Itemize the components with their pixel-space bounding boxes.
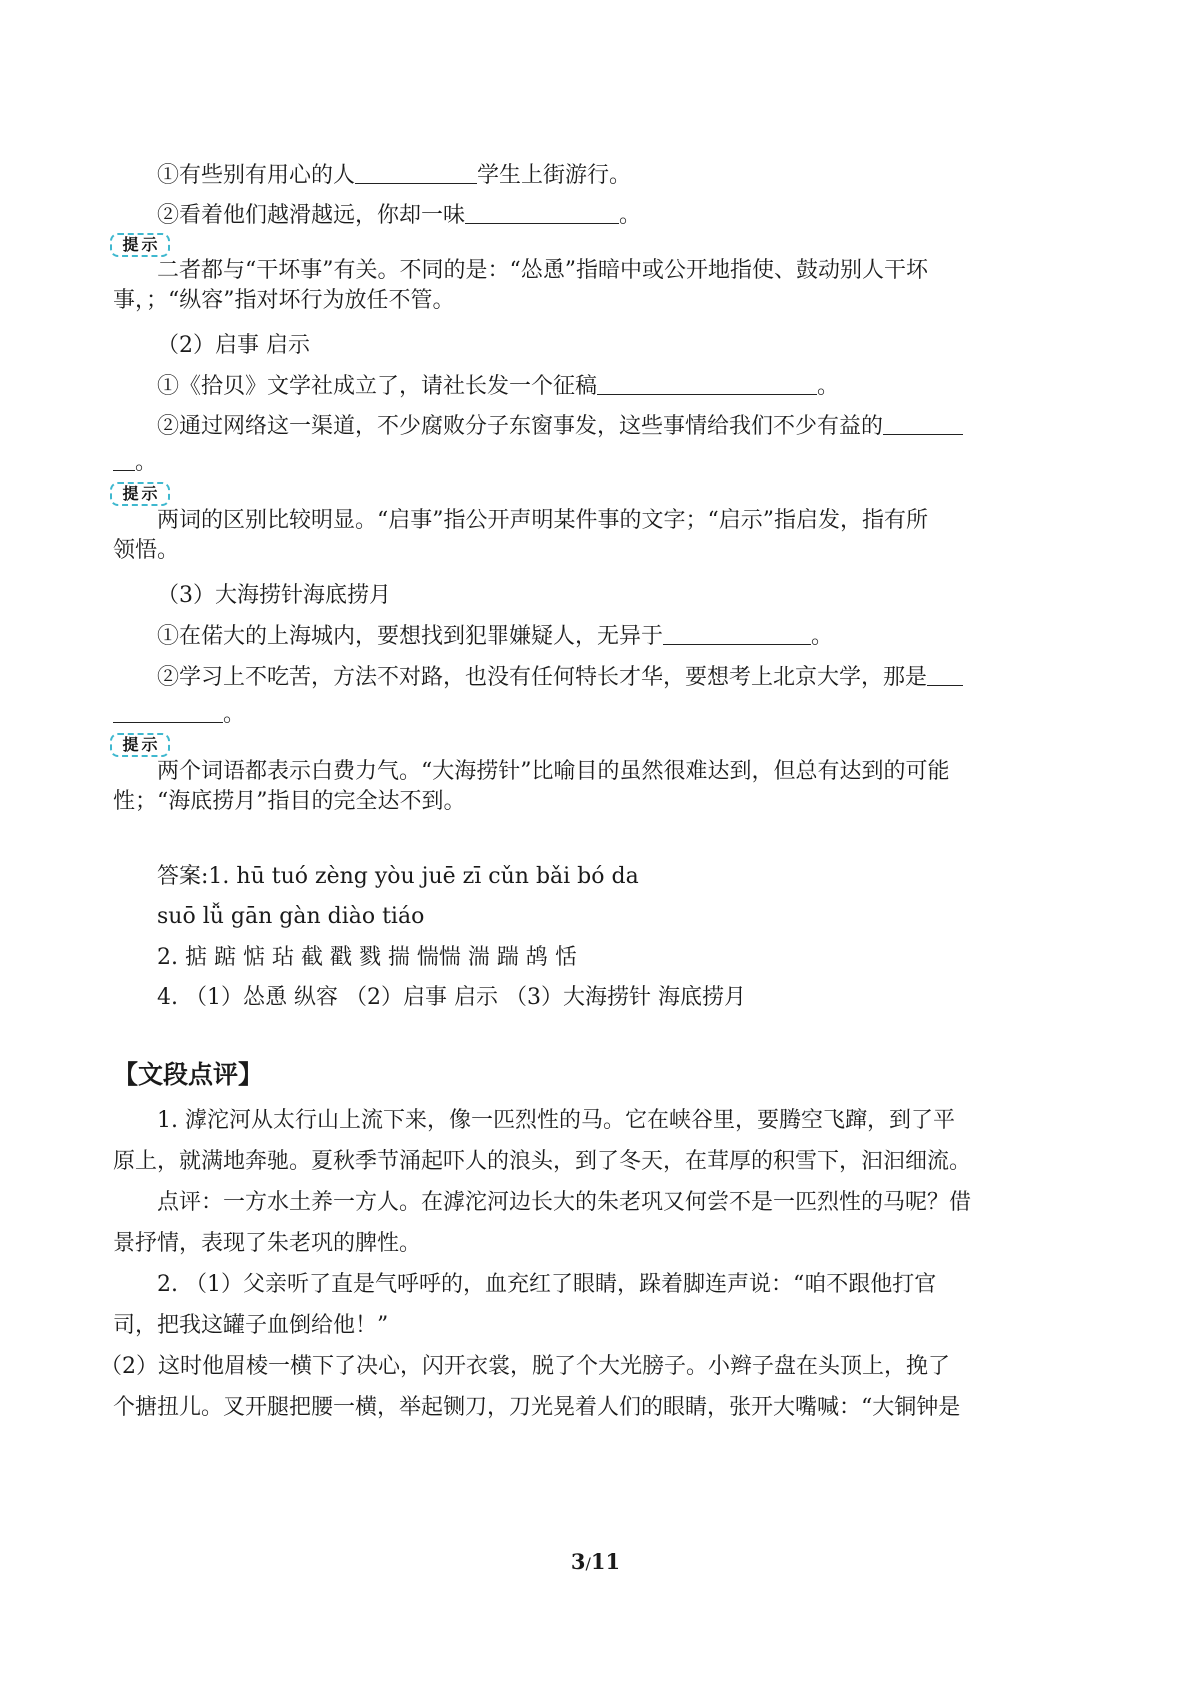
q2-s1-pre: ①《拾贝》文学社成立了，请社长发一个征稿 bbox=[157, 374, 598, 399]
q3-sentence-2 bbox=[157, 662, 1048, 694]
answer-blank[interactable] bbox=[465, 201, 619, 224]
q1-sentence-1 bbox=[157, 160, 1048, 192]
answer-blank[interactable] bbox=[883, 412, 963, 435]
page-total: 11 bbox=[590, 1549, 621, 1574]
section-title: 【文段点评】 bbox=[113, 1060, 264, 1089]
page-current: 3 bbox=[570, 1549, 586, 1574]
q3-sentence-1 bbox=[157, 621, 1048, 653]
answers-line-1: 答案:1. hū tuó zèng yòu juē zī cǔn bǎi bó da bbox=[157, 864, 639, 889]
q1-s1-post: 学生上街游行。 bbox=[477, 163, 632, 188]
review-p1-line-1: 1. 滹沱河从太行山上流下来，像一匹烈性的马。它在峡谷里，要腾空飞蹿，到了平 bbox=[157, 1108, 955, 1133]
q1-s2-post: 。 bbox=[619, 203, 642, 228]
review-p4-line-2: 个搪扭儿。叉开腿把腰一横，举起铡刀，刀光晃着人们的眼睛，张开大嘴喊：“大铜钟是 bbox=[113, 1395, 961, 1420]
q2-sentence-2-cont bbox=[113, 447, 1048, 479]
review-p2-line-2: 景抒情，表现了朱老巩的脾性。 bbox=[113, 1231, 422, 1256]
q2-title: （2）启事 启示 bbox=[157, 333, 310, 358]
review-p1-line-2: 原上，就满地奔驰。夏秋季节涌起吓人的浪头，到了冬天，在茸厚的积雪下，汩汩细流。 bbox=[113, 1149, 972, 1174]
page-separator: / bbox=[585, 1554, 591, 1573]
hint-1-line-2: 事，；“纵容”指对坏行为放任不管。 bbox=[113, 288, 455, 313]
hint-2-line-1: 两词的区别比较明显。“启事”指公开声明某件事的文字；“启示”指启发，指有所 bbox=[157, 508, 928, 533]
answer-blank[interactable] bbox=[113, 700, 223, 723]
hint-3-line-2: 性；“海底捞月”指目的完全达不到。 bbox=[113, 789, 466, 814]
answer-blank[interactable] bbox=[927, 663, 963, 686]
q2-s2-post: 。 bbox=[135, 450, 158, 475]
review-p3-line-1: 2. （1）父亲听了直是气呼呼的，血充红了眼睛，跺着脚连声说：“咱不跟他打官 bbox=[157, 1272, 937, 1297]
hint-badge: 提示 bbox=[110, 482, 170, 506]
q2-s2-pre: ②通过网络这一渠道，不少腐败分子东窗事发，这些事情给我们不少有益的 bbox=[157, 414, 884, 439]
q2-sentence-1 bbox=[157, 371, 1048, 403]
hint-badge: 提示 bbox=[110, 233, 170, 257]
answers-line-3: 2. 掂 踮 惦 玷 截 戳 戮 揣 惴惴 湍 踹 鸪 恬 bbox=[157, 945, 577, 970]
hint-1-line-1: 二者都与“干坏事”有关。不同的是：“怂恿”指暗中或公开地指使、鼓动别人干坏 bbox=[157, 258, 928, 283]
hint-badge: 提示 bbox=[110, 733, 170, 757]
page-number bbox=[0, 1548, 1191, 1578]
review-p2-line-1: 点评：一方水土养一方人。在滹沱河边长大的朱老巩又何尝不是一匹烈性的马呢？借 bbox=[157, 1190, 972, 1215]
q3-s2-pre: ②学习上不吃苦，方法不对路，也没有任何特长才华，要想考上北京大学，那是 bbox=[157, 665, 928, 690]
q3-sentence-2-cont bbox=[113, 699, 1048, 731]
hint-3-line-1: 两个词语都表示白费力气。“大海捞针”比喻目的虽然很难达到，但总有达到的可能 bbox=[157, 759, 950, 784]
answer-blank[interactable] bbox=[663, 622, 811, 645]
q3-s1-post: 。 bbox=[811, 624, 834, 649]
review-p3-line-2: 司，把我这罐子血倒给他！” bbox=[113, 1313, 389, 1338]
q2-sentence-2 bbox=[157, 411, 1048, 443]
review-p4-line-1: （2）这时他眉棱一横下了决心，闪开衣裳，脱了个大光膀子。小辫子盘在头顶上，挽了 bbox=[100, 1354, 950, 1379]
q1-s2-pre: ②看着他们越滑越远，你却一味 bbox=[157, 203, 466, 228]
q1-sentence-2 bbox=[157, 200, 1048, 232]
answer-blank[interactable] bbox=[113, 448, 135, 471]
answers-line-4: 4. （1）怂恿 纵容 （2）启事 启示 （3）大海捞针 海底捞月 bbox=[157, 985, 746, 1010]
q2-s1-post: 。 bbox=[817, 374, 840, 399]
answer-blank[interactable] bbox=[355, 161, 477, 184]
answers-line-2: suō lǚ gān gàn diào tiáo bbox=[157, 904, 425, 929]
q3-s2-post: 。 bbox=[223, 702, 246, 727]
answer-blank[interactable] bbox=[597, 372, 817, 395]
q1-s1-pre: ①有些别有用心的人 bbox=[157, 163, 356, 188]
q3-title: （3）大海捞针海底捞月 bbox=[157, 583, 391, 608]
hint-2-line-2: 领悟。 bbox=[113, 538, 180, 563]
q3-s1-pre: ①在偌大的上海城内，要想找到犯罪嫌疑人，无异于 bbox=[157, 624, 664, 649]
